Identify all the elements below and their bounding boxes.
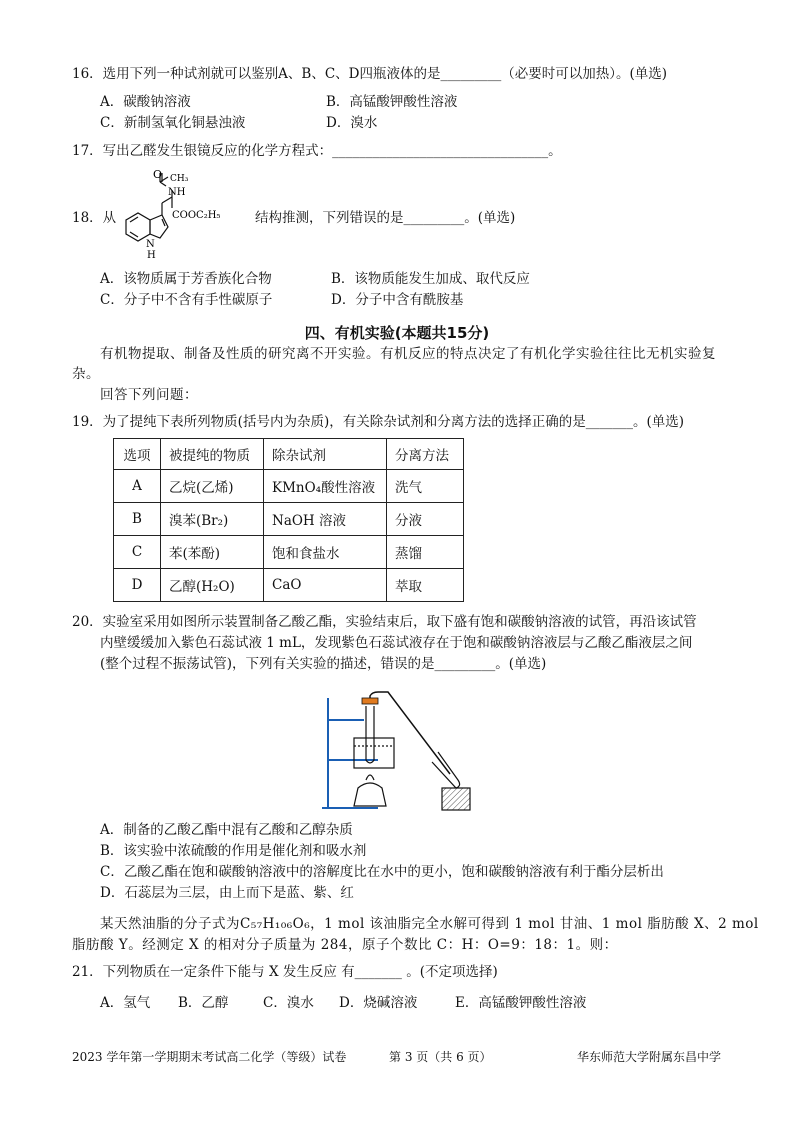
q16-stem: 16．选用下列一种试剂就可以鉴别A、B、C、D四瓶液体的是_________（必要时可以加热）。(单选) [72, 66, 668, 82]
table-row [114, 503, 464, 536]
table-cell: 分液 [387, 503, 464, 536]
q18-suffix: 结构推测，下列错误的是_________。(单选) [255, 210, 516, 226]
table-cell: 萃取 [387, 569, 464, 602]
table-header-cell: 选项 [114, 439, 161, 470]
q21-option-e: E．高锰酸钾酸性溶液 [455, 995, 587, 1011]
pyrrole-ring [150, 215, 168, 238]
table-cell: 溴苯(Br₂) [161, 503, 264, 536]
q17-stem: 17．写出乙醛发生银镜反应的化学方程式：________________________________。 [72, 143, 562, 159]
q16-option-b: B．高锰酸钾酸性溶液 [326, 94, 458, 110]
q21-option-d: D．烧碱溶液 [339, 995, 418, 1011]
q20-stem-line3: (整个过程不振荡试管)，下列有关实验的描述，错误的是_________。(单选) [100, 656, 547, 672]
q20-option-d: D．石蕊层为三层，由上而下是蓝、紫、红 [100, 885, 354, 901]
table-row [114, 569, 464, 602]
q20-option-a: A．制备的乙酸乙酯中混有乙酸和乙醇杂质 [100, 822, 353, 838]
table-header-row [114, 439, 464, 470]
table-cell: 苯(苯酚) [161, 536, 264, 569]
q19-table [113, 438, 464, 602]
table-header-cell: 被提纯的物质 [161, 439, 264, 470]
svg-text:CH₃: CH₃ [170, 174, 189, 184]
passage-line2: 脂肪酸 Y。经测定 X 的相对分子质量为 284，原子个数比 C：H：O=9：18：1。则： [72, 937, 618, 953]
table-cell: 洗气 [387, 470, 464, 503]
table-cell: B [114, 503, 161, 536]
table-row [114, 470, 464, 503]
q21-option-a: A．氢气 [100, 995, 151, 1011]
table-cell: C [114, 536, 161, 569]
footer-page-number: 第 3 页（共 6 页） [389, 1050, 492, 1064]
table-cell: 乙烷(乙烯) [161, 470, 264, 503]
svg-text:NH: NH [168, 187, 186, 198]
q18-prefix: 18．从 [72, 210, 117, 226]
q21-option-c: C．溴水 [263, 995, 314, 1011]
table-header-cell: 除杂试剂 [264, 439, 387, 470]
table-cell: CaO [264, 569, 387, 602]
q18-option-c: C．分子中不含有手性碳原子 [100, 292, 273, 308]
svg-text:H: H [147, 250, 156, 261]
q20-option-b: B．该实验中浓硫酸的作用是催化剂和吸水剂 [100, 843, 367, 859]
table-cell: 蒸馏 [387, 536, 464, 569]
q18-structure-diagram [110, 168, 260, 262]
q18-option-b: B．该物质能发生加成、取代反应 [331, 271, 530, 287]
svg-text:O: O [153, 168, 163, 181]
table-cell: D [114, 569, 161, 602]
q20-option-c: C．乙酸乙酯在饱和碳酸钠溶液中的溶解度比在水中的更小，饱和碳酸钠溶液有利于酯分层析出 [100, 864, 664, 880]
section-title: 四、有机实验(本题共15分) [304, 324, 490, 342]
table-cell: 乙醇(H₂O) [161, 569, 264, 602]
table-cell: KMnO₄酸性溶液 [264, 470, 387, 503]
stopper-icon [362, 698, 378, 704]
q20-apparatus-diagram [318, 678, 478, 814]
q16-option-c: C．新制氢氧化铜悬浊液 [100, 115, 246, 131]
table-cell: 饱和食盐水 [264, 536, 387, 569]
q18-option-d: D．分子中含有酰胺基 [331, 292, 464, 308]
passage-line1: 某天然油脂的分子式为C₅₇H₁₀₆O₆，1 mol 该油脂完全水解可得到 1 mol 甘油、1 mol 脂肪酸 X、2 mol [100, 916, 759, 932]
q18-option-a: A．该物质属于芳香族化合物 [100, 271, 272, 287]
section-intro-line3: 回答下列问题： [100, 387, 198, 403]
q16-option-d: D．溴水 [326, 115, 378, 131]
q20-stem-line1: 20．实验室采用如图所示装置制备乙酸乙酯，实验结束后，取下盛有饱和碳酸钠溶液的试管，再沿该试管 [72, 614, 697, 630]
q20-stem-line2: 内壁缓缓加入紫色石蕊试液 1 mL，发现紫色石蕊试液存在于饱和碳酸钠溶液层与乙酸乙酯液层之间 [100, 635, 693, 651]
footer-exam-title: 2023 学年第一学期期末考试高二化学（等级）试卷 [72, 1050, 347, 1064]
section-intro-line2: 杂。 [72, 366, 100, 382]
table-cell: A [114, 470, 161, 503]
svg-text:COOC₂H₅: COOC₂H₅ [172, 210, 221, 221]
table-cell: NaOH 溶液 [264, 503, 387, 536]
svg-text:N: N [146, 239, 155, 250]
q21-stem: 21．下列物质在一定条件下能与 X 发生反应 有_______ 。(不定项选择) [72, 964, 498, 980]
table-header-cell: 分离方法 [387, 439, 464, 470]
q19-stem: 19．为了提纯下表所列物质(括号内为杂质)，有关除杂试剂和分离方法的选择正确的是_______。(单选) [72, 414, 684, 430]
q21-option-b: B．乙醇 [178, 995, 229, 1011]
table-row [114, 536, 464, 569]
section-intro-line1: 有机物提取、制备及性质的研究离不开实验。有机反应的特点决定了有机化学实验往往比无机实验复 [100, 346, 716, 362]
footer-school-name: 华东师范大学附属东昌中学 [577, 1050, 722, 1064]
q16-option-a: A．碳酸钠溶液 [100, 94, 191, 110]
